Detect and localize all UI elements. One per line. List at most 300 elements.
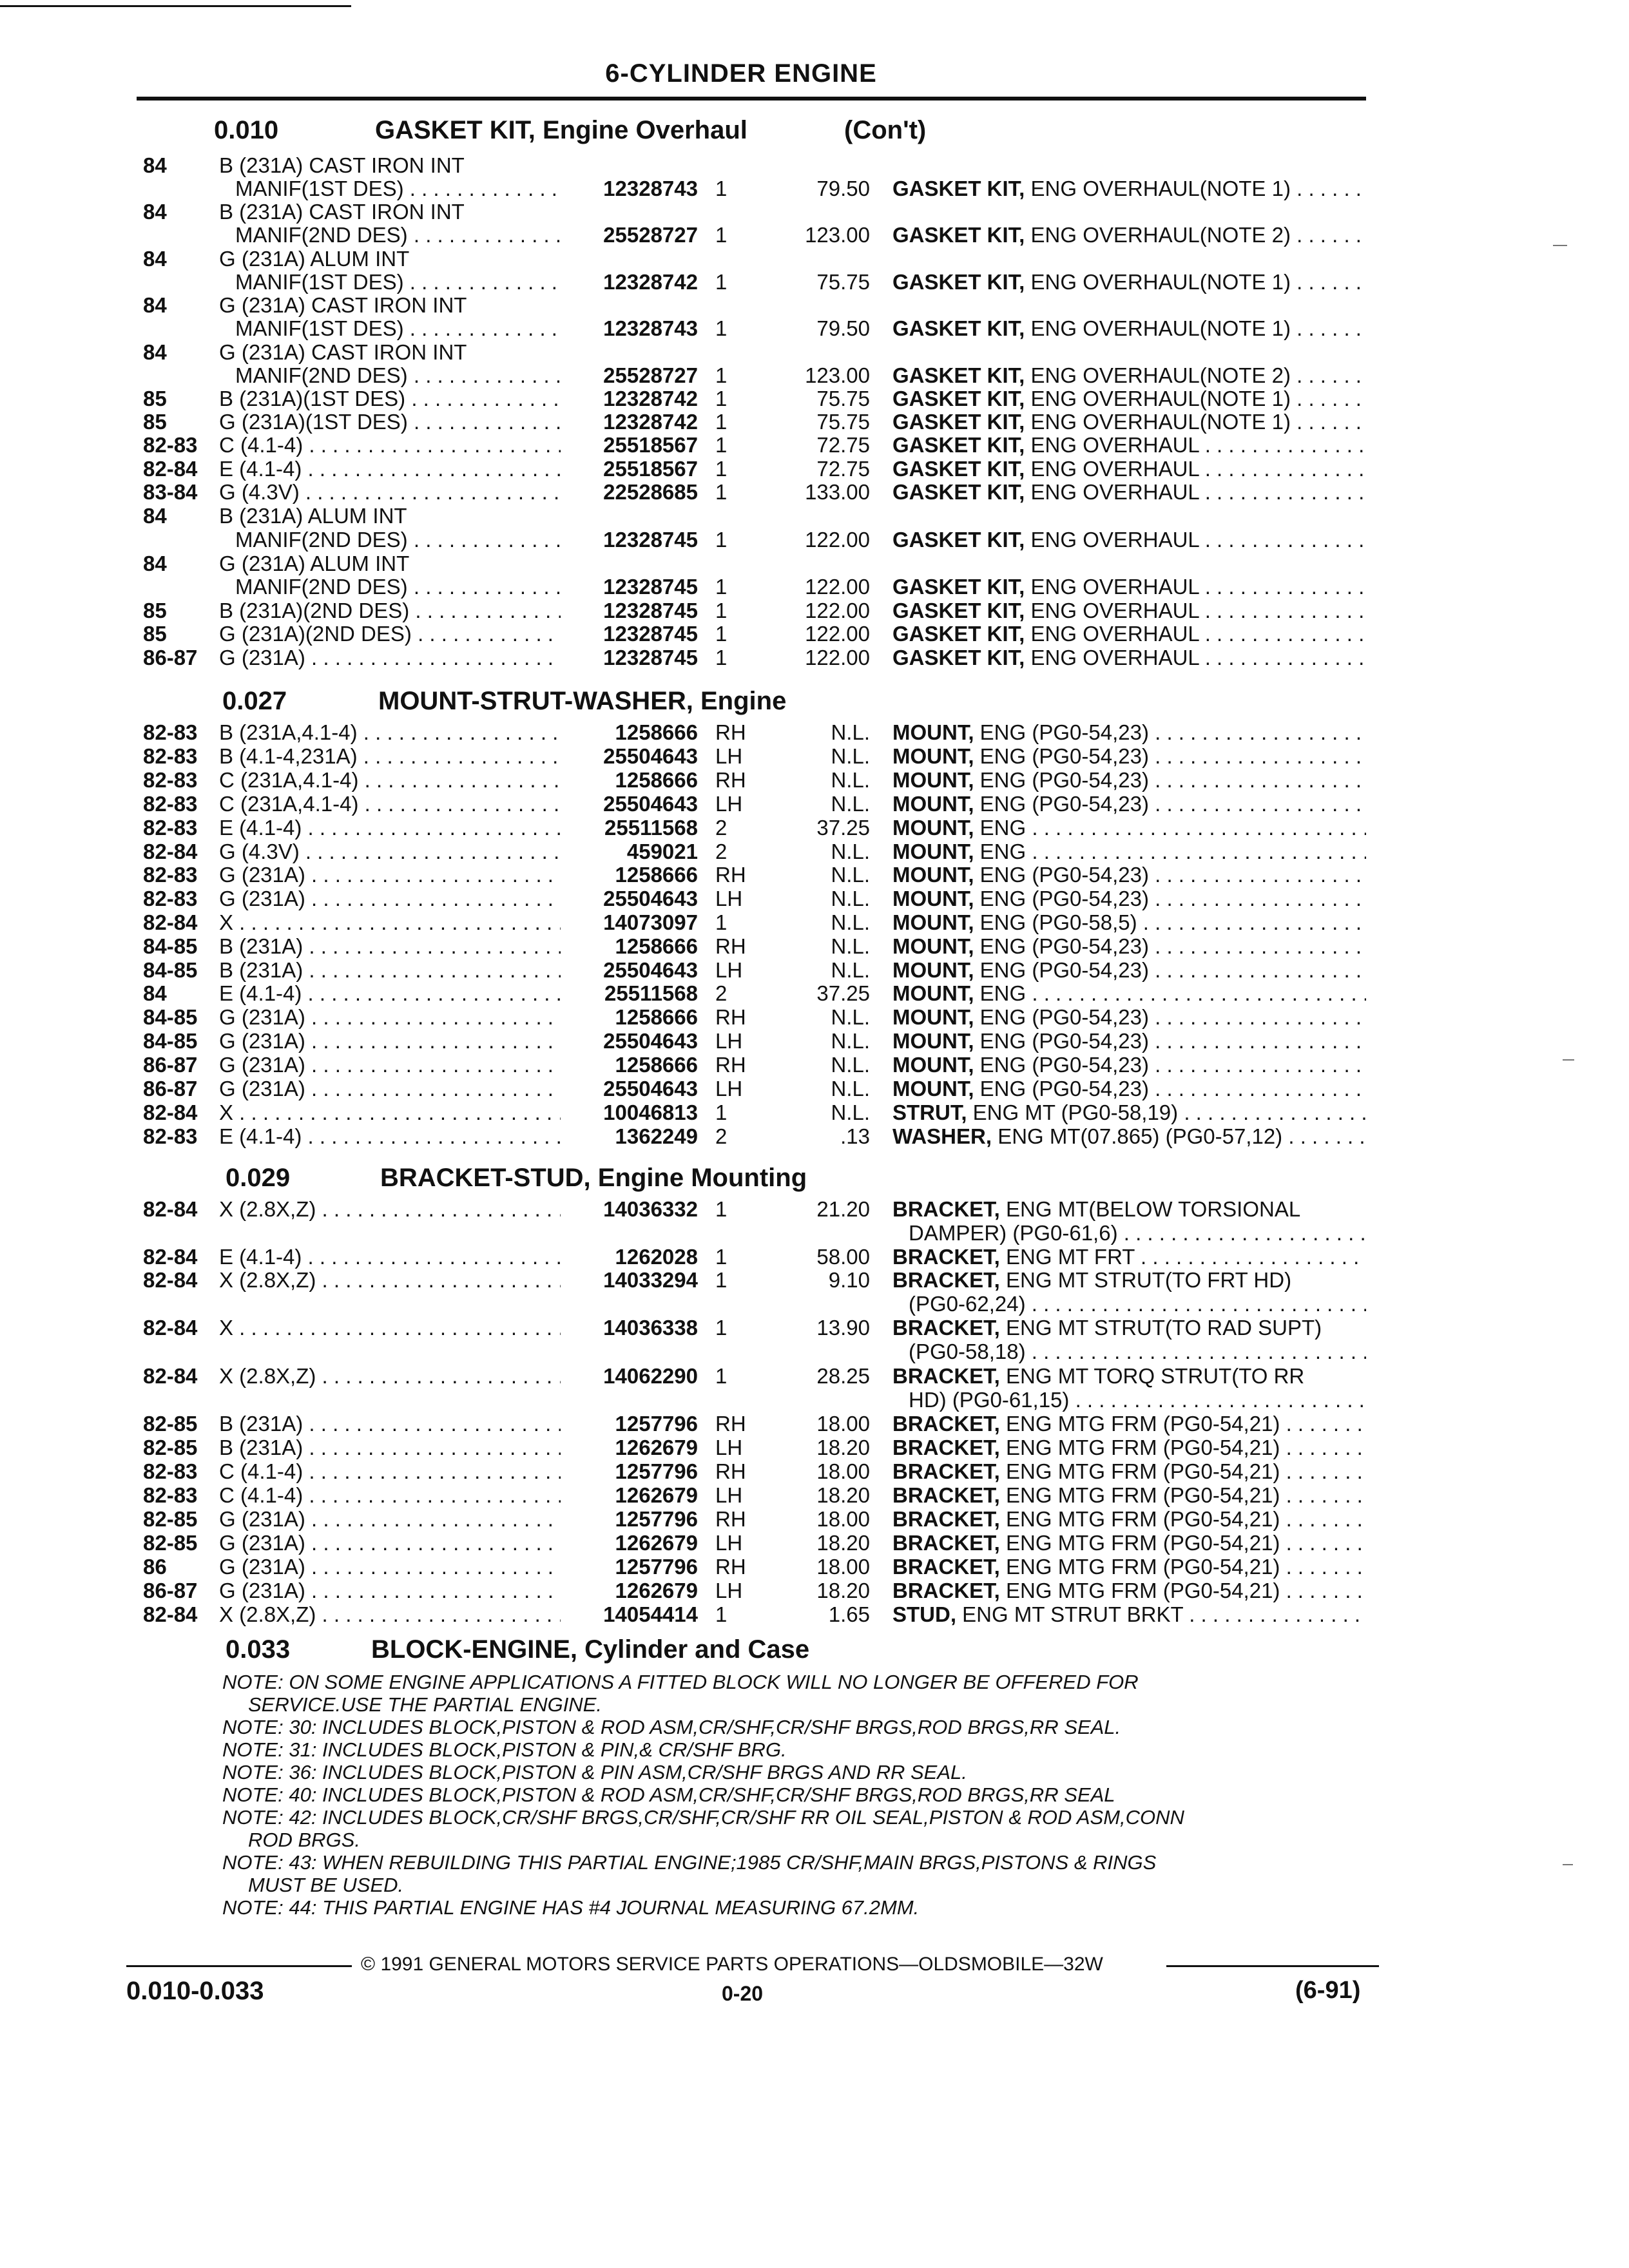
table-row <box>0 247 1629 271</box>
model-years: 82-83 <box>143 792 198 816</box>
model-years: 86-87 <box>143 1579 198 1602</box>
part-number: 25504643 <box>603 1077 698 1100</box>
part-name <box>892 910 1366 935</box>
part-name-detail: HD) (PG0-61,15) <box>909 1388 1070 1412</box>
price: 75.75 <box>816 387 870 410</box>
quantity: LH <box>715 1077 743 1100</box>
table-row <box>0 863 1629 887</box>
quantity: RH <box>715 1555 746 1579</box>
part-name-detail: ENG OVERHAUL <box>1030 457 1199 481</box>
part-name-keyword: BRACKET, <box>892 1507 1000 1531</box>
part-name-detail: ENG MT(BELOW TORSIONAL <box>1006 1197 1301 1221</box>
model-years: 85 <box>143 622 167 646</box>
application-desc: E (4.1-4) . . . <box>219 1245 561 1269</box>
price: 75.75 <box>816 270 870 294</box>
part-number: 12328745 <box>603 622 698 646</box>
part-number: 12328745 <box>603 599 698 622</box>
quantity: 1 <box>715 363 728 387</box>
section-title: BRACKET-STUD, Engine Mounting <box>380 1164 807 1192</box>
part-name <box>892 270 1366 294</box>
table-row <box>0 1531 1629 1555</box>
part-name <box>892 1531 1366 1555</box>
price: N.L. <box>831 887 870 910</box>
part-name <box>892 981 1366 1006</box>
model-years: 82-84 <box>143 1245 198 1269</box>
application-desc: G (231A) . . . <box>219 1579 561 1603</box>
footer-rule-left <box>126 1965 352 1967</box>
quantity: 1 <box>715 387 728 410</box>
table-row <box>0 457 1629 481</box>
table-row <box>0 575 1629 599</box>
part-name <box>892 840 1366 864</box>
part-number: 1258666 <box>615 1053 698 1077</box>
application-desc: MANIF(2ND DES) . . . <box>235 363 561 388</box>
table-row <box>0 1197 1629 1222</box>
quantity: RH <box>715 1005 746 1029</box>
part-name-keyword: GASKET KIT, <box>892 363 1025 387</box>
margin-mark <box>1563 1059 1574 1061</box>
price: 28.25 <box>816 1364 870 1388</box>
part-name-keyword: GASKET KIT, <box>892 622 1025 646</box>
note-line: NOTE: 30: INCLUDES BLOCK,PISTON & ROD ASM,CR/SHF,CR/SHF BRGS,ROD BRGS,RR SEAL. <box>222 1716 1121 1738</box>
part-number: 1262679 <box>615 1436 698 1459</box>
model-years: 82-84 <box>143 1316 198 1340</box>
price: 18.00 <box>816 1555 870 1579</box>
part-name-keyword: BRACKET, <box>892 1579 1000 1602</box>
table-row <box>0 1602 1629 1627</box>
table-row <box>0 1005 1629 1030</box>
part-name-keyword: STRUT, <box>892 1100 967 1124</box>
section-title: GASKET KIT, Engine Overhaul <box>375 116 747 144</box>
table-row <box>0 744 1629 769</box>
application-desc: C (4.1-4) . . . <box>219 1459 561 1484</box>
part-name-keyword: GASKET KIT, <box>892 410 1025 434</box>
part-name <box>892 816 1366 840</box>
quantity: LH <box>715 1436 743 1459</box>
part-number: 25528727 <box>603 363 698 387</box>
part-name-keyword: MOUNT, <box>892 1053 974 1077</box>
application-desc: B (231A) . . . <box>219 1412 561 1436</box>
part-name <box>892 1436 1366 1460</box>
part-name-keyword: MOUNT, <box>892 934 974 958</box>
note-line: ROD BRGS. <box>248 1829 360 1851</box>
table-row <box>0 1077 1629 1101</box>
footer-rule-right <box>1166 1965 1379 1967</box>
part-name <box>892 575 1366 599</box>
application-desc: G (4.3V) . . . <box>219 480 561 505</box>
table-row <box>0 223 1629 247</box>
table-row <box>0 622 1629 646</box>
model-years: 82-84 <box>143 1100 198 1124</box>
application-desc: E (4.1-4) . . . <box>219 816 561 840</box>
part-name-detail: ENG OVERHAUL <box>1030 646 1199 669</box>
part-name-keyword: MOUNT, <box>892 887 974 910</box>
table-row <box>0 1340 1629 1364</box>
quantity: LH <box>715 792 743 816</box>
quantity: RH <box>715 720 746 744</box>
part-name <box>892 1005 1366 1030</box>
part-name-keyword: BRACKET, <box>892 1268 1000 1292</box>
table-row <box>0 1579 1629 1603</box>
model-years: 82-84 <box>143 1268 198 1292</box>
price: 122.00 <box>805 528 870 552</box>
part-name-detail: ENG (PG0-54,23) <box>979 1053 1149 1077</box>
price: 123.00 <box>805 363 870 387</box>
part-name-keyword: MOUNT, <box>892 720 974 744</box>
part-name <box>892 1053 1366 1077</box>
part-number: 14036338 <box>603 1316 698 1340</box>
table-row <box>0 1436 1629 1460</box>
part-name-keyword: BRACKET, <box>892 1364 1000 1388</box>
part-name <box>892 646 1366 670</box>
table-row <box>0 363 1629 388</box>
part-number: 1257796 <box>615 1555 698 1579</box>
model-years: 84-85 <box>143 1005 198 1029</box>
part-number: 25511568 <box>604 816 698 840</box>
part-number: 459021 <box>626 840 698 863</box>
quantity: 2 <box>715 981 728 1005</box>
application-desc: E (4.1-4) . . . <box>219 457 561 481</box>
table-row <box>0 410 1629 434</box>
quantity: 1 <box>715 223 728 247</box>
note-line: SERVICE.USE THE PARTIAL ENGINE. <box>248 1693 602 1716</box>
application-desc: B (231A) CAST IRON INT <box>219 153 465 177</box>
price: 18.20 <box>816 1579 870 1602</box>
part-name-detail: ENG MTG FRM (PG0-54,21) <box>1006 1483 1280 1507</box>
price: 18.00 <box>816 1459 870 1483</box>
application-desc: G (231A) . . . <box>219 1507 561 1532</box>
model-years: 85 <box>143 599 167 622</box>
quantity: 1 <box>715 1364 728 1388</box>
part-name-detail: ENG OVERHAUL <box>1030 575 1199 599</box>
model-years: 82-85 <box>143 1436 198 1459</box>
price: 1.65 <box>828 1602 870 1626</box>
price: 72.75 <box>816 457 870 481</box>
part-name-keyword: BRACKET, <box>892 1436 1000 1459</box>
model-years: 82-83 <box>143 887 198 910</box>
model-years: 82-84 <box>143 457 198 481</box>
quantity: LH <box>715 1029 743 1053</box>
section-code: 0.010 <box>214 116 279 144</box>
price: N.L. <box>831 840 870 863</box>
quantity: LH <box>715 1483 743 1507</box>
application-desc: C (4.1-4) . . . <box>219 1483 561 1508</box>
part-name-detail: ENG MT TORQ STRUT(TO RR <box>1006 1364 1305 1388</box>
part-number: 12328745 <box>603 528 698 552</box>
application-desc: B (231A)(2ND DES) . . . <box>219 599 561 623</box>
part-name-detail: ENG OVERHAUL(NOTE 1) <box>1030 316 1291 340</box>
model-years: 82-85 <box>143 1412 198 1436</box>
quantity: 1 <box>715 599 728 622</box>
part-number: 14036332 <box>603 1197 698 1221</box>
part-name <box>892 410 1366 434</box>
part-name-detail: ENG (PG0-54,23) <box>979 768 1149 792</box>
part-name-keyword: MOUNT, <box>892 1005 974 1029</box>
model-years: 86-87 <box>143 646 198 669</box>
part-name-detail: ENG MT STRUT BRKT <box>962 1602 1184 1626</box>
note-line: NOTE: 44: THIS PARTIAL ENGINE HAS #4 JOURNAL MEASURING 67.2MM. <box>222 1896 920 1919</box>
table-row <box>0 792 1629 816</box>
price: 133.00 <box>805 480 870 504</box>
quantity: 1 <box>715 646 728 669</box>
part-number: 12328743 <box>603 177 698 200</box>
application-desc: G (231A) . . . <box>219 863 561 887</box>
part-number: 14062290 <box>603 1364 698 1388</box>
quantity: 1 <box>715 1197 728 1221</box>
note-line: NOTE: 31: INCLUDES BLOCK,PISTON & PIN,& CR/SHF BRG. <box>222 1738 787 1761</box>
part-name-keyword: GASKET KIT, <box>892 177 1025 200</box>
part-name <box>892 744 1366 769</box>
model-years: 84-85 <box>143 958 198 982</box>
quantity: 1 <box>715 528 728 552</box>
quantity: LH <box>715 1531 743 1555</box>
application-desc: MANIF(1ST DES) . . . <box>235 270 561 294</box>
part-name <box>892 433 1366 457</box>
part-number: 1262679 <box>615 1531 698 1555</box>
table-row <box>0 177 1629 201</box>
table-row <box>0 958 1629 983</box>
price: 13.90 <box>816 1316 870 1340</box>
model-years: 83-84 <box>143 480 198 504</box>
price: 75.75 <box>816 410 870 434</box>
quantity: 1 <box>715 622 728 646</box>
table-row <box>0 270 1629 294</box>
part-name-detail: ENG MTG FRM (PG0-54,21) <box>1006 1531 1280 1555</box>
part-number: 12328742 <box>603 410 698 434</box>
price: 21.20 <box>816 1197 870 1221</box>
part-name-detail: ENG MTG FRM (PG0-54,21) <box>1006 1555 1280 1579</box>
part-name <box>892 1507 1366 1532</box>
part-number: 1257796 <box>615 1459 698 1483</box>
quantity: 2 <box>715 840 728 863</box>
application-desc: X (2.8X,Z) . . . <box>219 1268 561 1293</box>
price: N.L. <box>831 1005 870 1029</box>
note-line: NOTE: 42: INCLUDES BLOCK,CR/SHF BRGS,CR/SHF,CR/SHF RR OIL SEAL,PISTON & ROD ASM,CONN <box>222 1806 1184 1829</box>
part-name-keyword: MOUNT, <box>892 768 974 792</box>
part-name-detail: ENG (PG0-54,23) <box>979 934 1149 958</box>
table-row <box>0 1555 1629 1579</box>
part-number: 1258666 <box>615 863 698 887</box>
part-name <box>892 958 1366 983</box>
part-name-detail: ENG MTG FRM (PG0-54,21) <box>1006 1412 1280 1436</box>
table-row <box>0 599 1629 623</box>
table-row <box>0 340 1629 365</box>
part-name <box>909 1388 1366 1412</box>
model-years: 82-83 <box>143 1124 198 1148</box>
part-name-detail: ENG (PG0-54,23) <box>979 1005 1149 1029</box>
part-number: 1362249 <box>615 1124 698 1148</box>
price: N.L. <box>831 792 870 816</box>
price: N.L. <box>831 1077 870 1100</box>
quantity: 1 <box>715 1100 728 1124</box>
part-name <box>892 528 1366 552</box>
quantity: RH <box>715 1053 746 1077</box>
part-name <box>892 1555 1366 1579</box>
footer-date: (6-91) <box>1295 1977 1361 2004</box>
part-name <box>892 1029 1366 1053</box>
part-name-keyword: STUD, <box>892 1602 956 1626</box>
application-desc: X . . . <box>219 1100 561 1125</box>
part-name <box>909 1292 1366 1316</box>
part-name <box>892 622 1366 646</box>
quantity: 1 <box>715 480 728 504</box>
part-name <box>892 223 1366 247</box>
model-years: 84-85 <box>143 1029 198 1053</box>
part-name-keyword: GASKET KIT, <box>892 316 1025 340</box>
price: 18.00 <box>816 1507 870 1531</box>
table-row <box>0 1100 1629 1125</box>
application-desc: MANIF(1ST DES) . . . <box>235 177 561 201</box>
model-years: 86-87 <box>143 1053 198 1077</box>
application-desc: B (231A,4.1-4) . . . <box>219 720 561 745</box>
model-years: 82-83 <box>143 720 198 744</box>
price: N.L. <box>831 1029 870 1053</box>
note-line: NOTE: 43: WHEN REBUILDING THIS PARTIAL ENGINE;1985 CR/SHF,MAIN BRGS,PISTONS & RINGS <box>222 1851 1157 1874</box>
part-name <box>892 387 1366 411</box>
price: N.L. <box>831 768 870 792</box>
part-name <box>909 1340 1366 1364</box>
part-number: 25504643 <box>603 887 698 910</box>
application-desc: G (4.3V) . . . <box>219 840 561 864</box>
table-row <box>0 1412 1629 1436</box>
part-name-keyword: BRACKET, <box>892 1316 1000 1340</box>
price: .13 <box>840 1124 870 1148</box>
part-number: 14054414 <box>603 1602 698 1626</box>
table-row <box>0 887 1629 911</box>
part-name <box>892 1602 1366 1627</box>
application-desc: G (231A) . . . <box>219 1005 561 1030</box>
part-number: 12328745 <box>603 575 698 599</box>
part-name <box>892 863 1366 887</box>
note-line: MUST BE USED. <box>248 1874 404 1896</box>
section-title: MOUNT-STRUT-WASHER, Engine <box>378 687 787 715</box>
model-years: 84-85 <box>143 934 198 958</box>
part-number: 1262679 <box>615 1483 698 1507</box>
application-desc: C (231A,4.1-4) . . . <box>219 792 561 816</box>
part-name <box>892 1412 1366 1436</box>
quantity: LH <box>715 1579 743 1602</box>
application-desc: B (231A) . . . <box>219 958 561 983</box>
part-name <box>892 1579 1366 1603</box>
quantity: RH <box>715 863 746 887</box>
part-name-keyword: BRACKET, <box>892 1245 1000 1269</box>
model-years: 84 <box>143 247 167 271</box>
table-row <box>0 646 1629 670</box>
part-name <box>892 887 1366 911</box>
application-desc: E (4.1-4) . . . <box>219 1124 561 1149</box>
table-row <box>0 816 1629 840</box>
price: 122.00 <box>805 599 870 622</box>
application-desc: X (2.8X,Z) . . . <box>219 1364 561 1389</box>
model-years: 82-84 <box>143 1364 198 1388</box>
application-desc: G (231A) . . . <box>219 1053 561 1077</box>
price: 18.00 <box>816 1412 870 1436</box>
section-code: 0.027 <box>222 687 287 715</box>
price: 122.00 <box>805 622 870 646</box>
part-name <box>892 316 1366 341</box>
application-desc: G (231A)(1ST DES) . . . <box>219 410 561 434</box>
part-name <box>909 1221 1366 1245</box>
application-desc: C (231A,4.1-4) . . . <box>219 768 561 793</box>
section-title: BLOCK-ENGINE, Cylinder and Case <box>371 1635 810 1664</box>
section-code: 0.033 <box>226 1635 291 1664</box>
part-name-detail: ENG (PG0-58,5) <box>979 910 1137 934</box>
part-number: 12328745 <box>603 646 698 669</box>
model-years: 85 <box>143 387 167 410</box>
application-desc: B (231A)(1ST DES) . . . <box>219 387 561 411</box>
price: 18.20 <box>816 1531 870 1555</box>
note-line: NOTE: ON SOME ENGINE APPLICATIONS A FITTED BLOCK WILL NO LONGER BE OFFERED FOR <box>222 1671 1139 1693</box>
application-desc: MANIF(2ND DES) . . . <box>235 223 561 247</box>
application-desc: E (4.1-4) . . . <box>219 981 561 1006</box>
model-years: 82-84 <box>143 1197 198 1221</box>
section-code: 0.029 <box>226 1164 291 1192</box>
quantity: RH <box>715 768 746 792</box>
table-row <box>0 934 1629 959</box>
part-name-keyword: GASKET KIT, <box>892 457 1025 481</box>
table-row <box>0 153 1629 178</box>
price: 58.00 <box>816 1245 870 1269</box>
price: 72.75 <box>816 433 870 457</box>
part-name-detail: ENG MTG FRM (PG0-54,21) <box>1006 1459 1280 1483</box>
price: 122.00 <box>805 646 870 669</box>
part-number: 25518567 <box>603 457 698 481</box>
application-desc: G (231A) . . . <box>219 887 561 911</box>
part-number: 25511568 <box>604 981 698 1005</box>
part-number: 1257796 <box>615 1507 698 1531</box>
table-row <box>0 1316 1629 1340</box>
part-name-keyword: GASKET KIT, <box>892 575 1025 599</box>
table-row <box>0 840 1629 864</box>
model-years: 82-84 <box>143 1602 198 1626</box>
part-name-detail: ENG (PG0-54,23) <box>979 1029 1149 1053</box>
quantity: 1 <box>715 1316 728 1340</box>
application-desc: C (4.1-4) . . . <box>219 433 561 457</box>
part-number: 25504643 <box>603 744 698 768</box>
quantity: LH <box>715 744 743 768</box>
model-years: 84 <box>143 340 167 364</box>
part-number: 25504643 <box>603 958 698 982</box>
part-name-keyword: GASKET KIT, <box>892 433 1025 457</box>
part-name <box>892 768 1366 793</box>
part-number: 1258666 <box>615 1005 698 1029</box>
application-desc: MANIF(2ND DES) . . . <box>235 575 561 599</box>
price: N.L. <box>831 744 870 768</box>
table-row <box>0 1459 1629 1484</box>
part-name-detail: ENG (PG0-54,23) <box>979 958 1149 982</box>
application-desc: B (231A) CAST IRON INT <box>219 200 465 224</box>
part-number: 12328743 <box>603 316 698 340</box>
note-line: NOTE: 36: INCLUDES BLOCK,PISTON & PIN ASM,CR/SHF BRGS AND RR SEAL. <box>222 1761 967 1783</box>
quantity: 1 <box>715 1602 728 1626</box>
part-name <box>892 1364 1366 1389</box>
quantity: 1 <box>715 575 728 599</box>
part-name-keyword: GASKET KIT, <box>892 480 1025 504</box>
part-name-detail: ENG MT (PG0-58,19) <box>972 1100 1179 1124</box>
part-name-detail: ENG (PG0-54,23) <box>979 792 1149 816</box>
footer-copyright: © 1991 GENERAL MOTORS SERVICE PARTS OPERATIONS—OLDSMOBILE—32W <box>361 1954 1103 1975</box>
table-row <box>0 910 1629 935</box>
margin-mark <box>1553 245 1567 246</box>
quantity: 1 <box>715 910 728 934</box>
table-row <box>0 1388 1629 1412</box>
model-years: 82-83 <box>143 1483 198 1507</box>
part-name <box>892 480 1366 505</box>
part-name-detail: ENG OVERHAUL(NOTE 2) <box>1030 223 1291 247</box>
table-row <box>0 981 1629 1006</box>
quantity: 1 <box>715 177 728 200</box>
quantity: 2 <box>715 1124 728 1148</box>
